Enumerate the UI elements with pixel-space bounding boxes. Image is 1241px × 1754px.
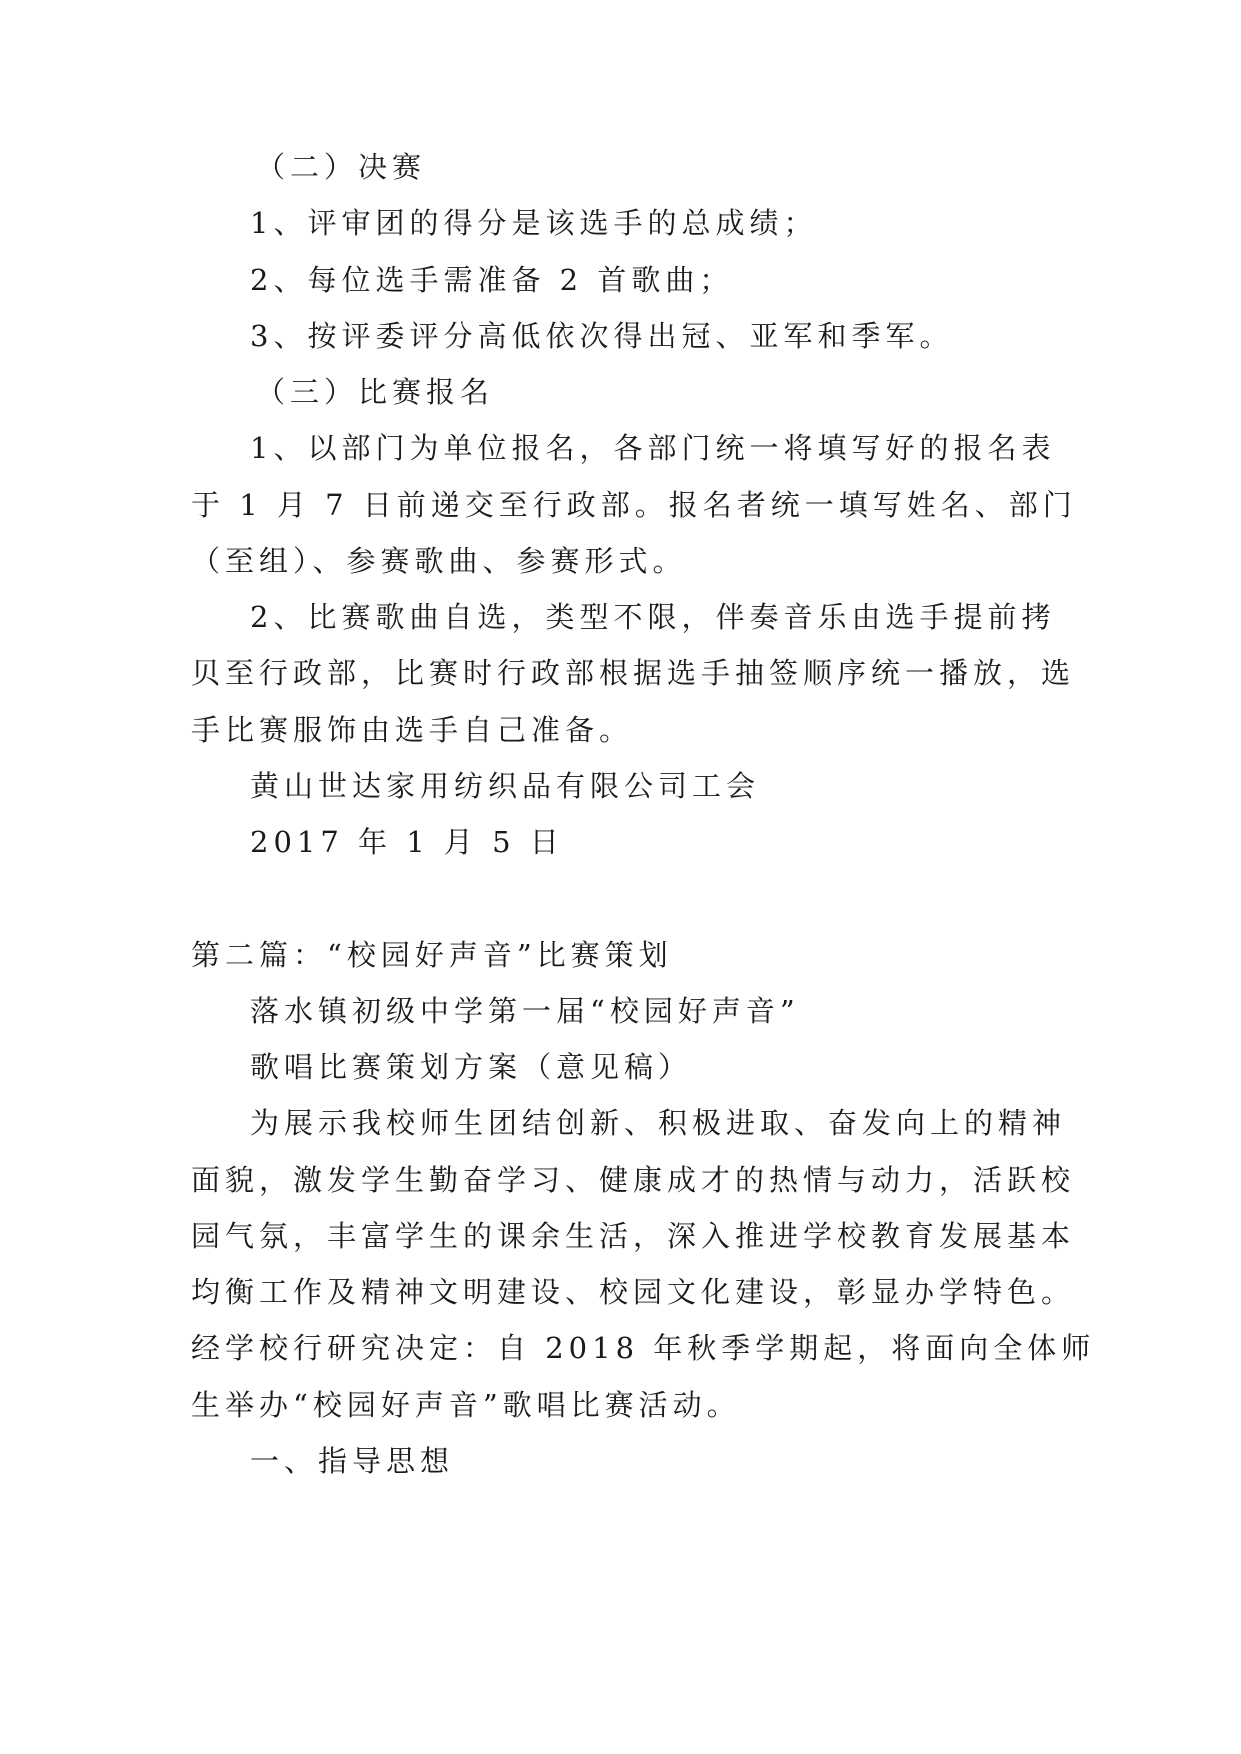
part2-subtitle-2: 歌唱比赛策划方案（意见稿）: [250, 1050, 693, 1084]
signup-item2-line3: 手比赛服饰由选手自己准备。: [191, 713, 634, 747]
final-item-1: 1、评审团的得分是该选手的总成绩；: [250, 206, 818, 240]
intro-line-6: 生举办“校园好声音”歌唱比赛活动。: [191, 1388, 741, 1422]
signup-item1-line3: （至组）、参赛歌曲、参赛形式。: [191, 544, 687, 578]
signup-heading: （三）比赛报名: [256, 375, 495, 409]
intro-line-3: 园气氛，丰富学生的课余生活，深入推进学校教育发展基本: [191, 1219, 1076, 1253]
part2-title: 第二篇：“校园好声音”比赛策划: [191, 938, 673, 972]
final-heading: （二）决赛: [256, 150, 427, 184]
intro-line-2: 面貌，激发学生勤奋学习、健康成才的热情与动力，活跃校: [191, 1163, 1076, 1197]
signup-item1-line2: 于 1 月 7 日前递交至行政部。报名者统一填写姓名、部门: [191, 488, 1077, 522]
part2-subtitle-1: 落水镇初级中学第一届“校园好声音”: [250, 994, 800, 1028]
signup-item2-line2: 贝至行政部，比赛时行政部根据选手抽签顺序统一播放，选: [191, 656, 1076, 690]
intro-line-1: 为展示我校师生团结创新、积极进取、奋发向上的精神: [250, 1106, 1067, 1140]
intro-line-5: 经学校行研究决定：自 2018 年秋季学期起，将面向全体师: [191, 1331, 1096, 1365]
signup-item2-line1: 2、比赛歌曲自选，类型不限，伴奏音乐由选手提前拷: [250, 600, 1056, 634]
final-item-2: 2、每位选手需准备 2 首歌曲；: [250, 263, 734, 297]
intro-line-4: 均衡工作及精神文明建设、校园文化建设，彰显办学特色。: [191, 1275, 1076, 1309]
section1-heading: 一、指导思想: [250, 1444, 455, 1478]
signature-date: 2017 年 1 月 5 日: [250, 825, 564, 859]
signature-org: 黄山世达家用纺织品有限公司工会: [250, 769, 761, 803]
signup-item1-line1: 1、以部门为单位报名，各部门统一将填写好的报名表: [250, 431, 1056, 465]
final-item-3: 3、按评委评分高低依次得出冠、亚军和季军。: [250, 319, 954, 353]
